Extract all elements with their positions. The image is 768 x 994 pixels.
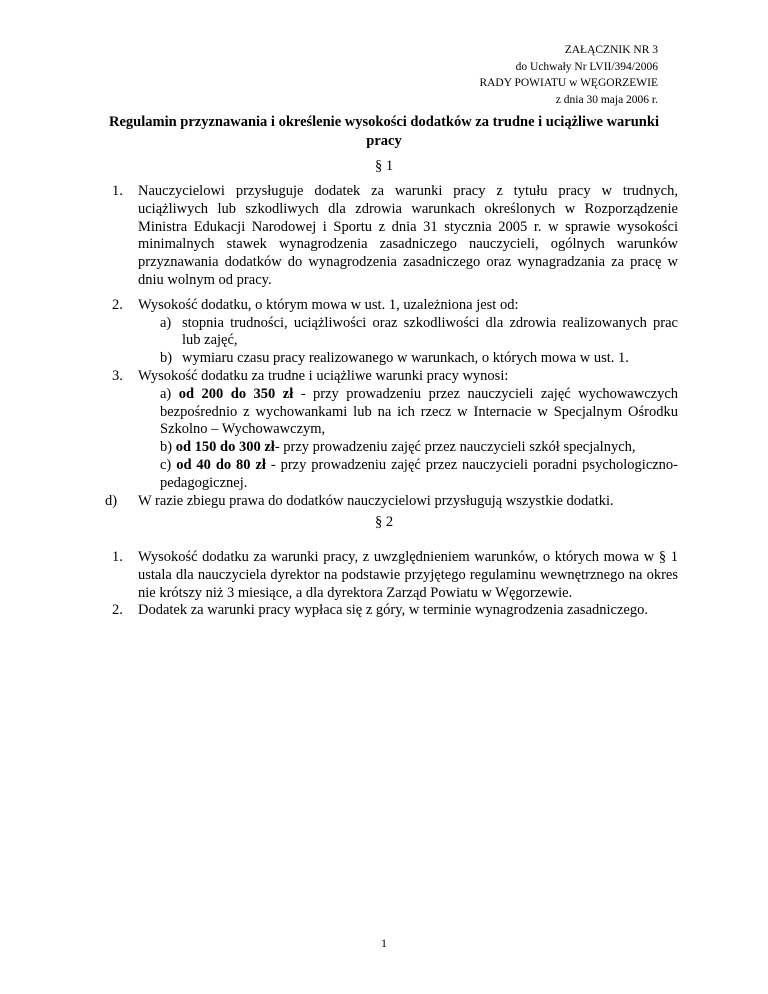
sub-label: a) [160, 385, 172, 402]
attachment-header [479, 42, 658, 108]
item-number: 3. [112, 367, 123, 384]
sub-label: c) [160, 456, 172, 473]
sub-label: b) [160, 350, 173, 367]
item-number: 1. [112, 183, 123, 199]
section-1-item-2-sub-b [100, 350, 678, 368]
item-text: Nauczycielowi przysługuje dodatek za warunki pracy z tytułu pracy w trudnych, uciążliwych lub szkodliwych dla zdrowia warunkach określonych w Rozporządzenie Ministra Edukacji Narodowej i Sportu z dnia 31 stycznia 2005 r. w sprawie wysokości minimalnych stawek wynagrodzenia zasadniczego nauczycieli, ogólnych warunków przyznawania dodatków do wynagrodzenia zasadniczego oraz wynagradzania za pracę w dniu wolnym od pracy. [138, 183, 678, 288]
document-title: Regulamin przyznawania i określenie wysokości dodatków za trudne i uciążliwe warunki pracy [109, 114, 659, 149]
resolution-number: do Uchwały Nr LVII/394/2006 [515, 60, 658, 73]
attachment-number: ZAŁĄCZNIK NR 3 [564, 44, 658, 56]
sub-label: b) [160, 439, 173, 456]
item-number: 1. [112, 549, 123, 565]
amount-range: od 200 do 350 zł [178, 385, 294, 402]
section-2-item-1 [100, 549, 678, 602]
item-text: Wysokość dodatku za trudne i uciążliwe warunki pracy wynosi: [138, 367, 509, 384]
section-1-item-1 [100, 183, 678, 290]
sub-text: stopnia trudności, uciążliwości oraz szkodliwości dla zdrowia realizowanych prac lub zajęć, [182, 314, 678, 349]
section-1-item-3-sub-c [100, 457, 678, 493]
section-2-sign: § 2 [374, 514, 394, 530]
resolution-date: z dnia 30 maja 2006 r. [555, 93, 658, 106]
section-1-sign: § 1 [374, 158, 394, 174]
council-name: RADY POWIATU w WĘGORZEWIE [479, 77, 658, 89]
page-number: 1 [381, 936, 387, 950]
section-1-item-3 [100, 368, 678, 386]
section-1-item-2-sub-a [100, 315, 678, 351]
section-1-item-3-sub-b [100, 439, 678, 457]
item-number: 2. [112, 296, 123, 313]
item-text: Wysokość dodatku za warunki pracy, z uwzględnieniem warunków, o których mowa w § 1 ustala dla nauczyciela dyrektor na podstawie przyjętego regulaminu wewnętrznego na okres nie krótszy niż 3 miesiące, a dla dyrektora Zarząd Powiatu w Węgorzewie. [138, 549, 678, 601]
sub-text: - przy prowadzeniu zajęć przez nauczycieli poradni psychologiczno-pedagogicznej. [160, 456, 679, 491]
sub-text: - przy prowadzeniu przez nauczycieli zajęć wychowawczych bezpośrednio z wychowankami lub na ich rzecz w Internacie w Specjalnym Ośrodku Szkolno – Wychowawczym, [160, 385, 679, 438]
item-text: Dodatek za warunki pracy wypłaca się z góry, w terminie wynagrodzenia zasadniczego. [138, 602, 648, 619]
item-text: W razie zbiegu prawa do dodatków nauczycielowi przysługują wszystkie dodatki. [138, 492, 614, 509]
section-2-body [100, 549, 678, 620]
item-text: Wysokość dodatku, o którym mowa w ust. 1, uzależniona jest od: [138, 296, 519, 313]
section-1-item-2 [100, 297, 678, 315]
section-1-item-3-sub-a [100, 386, 678, 439]
sub-label: a) [160, 314, 172, 331]
amount-range: od 150 do 300 zł [175, 439, 275, 456]
section-2-item-2 [100, 602, 678, 620]
section-1-item-d [100, 493, 678, 511]
item-number: 2. [112, 602, 123, 619]
item-number: d) [105, 492, 118, 509]
amount-range: od 40 do 80 zł [176, 456, 266, 473]
section-1-body [100, 183, 678, 510]
sub-text: wymiaru czasu pracy realizowanego w warunkach, o których mowa w ust. 1. [182, 350, 629, 367]
sub-text: - przy prowadzeniu zajęć przez nauczycieli szkół specjalnych, [274, 439, 636, 456]
